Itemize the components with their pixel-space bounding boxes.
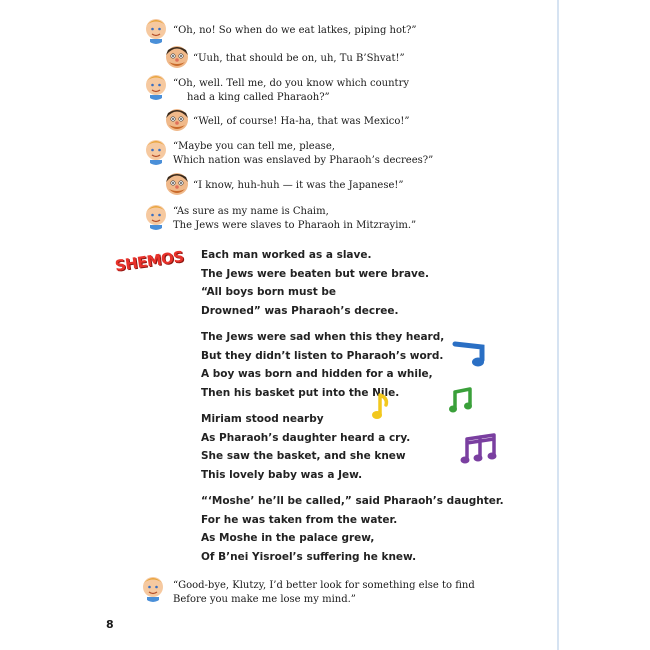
music-note-purple-icon bbox=[460, 431, 500, 471]
poem-line: Drowned” was Pharaoh’s decree. bbox=[201, 304, 399, 317]
dialog-line-3 bbox=[173, 77, 409, 105]
klutzy-avatar bbox=[164, 170, 190, 198]
poem-line: Miriam stood nearby bbox=[201, 413, 324, 425]
poem-line: The Jews were beaten but were brave. bbox=[201, 267, 429, 280]
poem-stanza-1 bbox=[201, 246, 504, 320]
poem-line: But they didn’t listen to Pharaoh’s word. bbox=[201, 349, 444, 362]
dialog-line-2: “Uuh, that should be on, uh, Tu B’Shvat!” bbox=[193, 53, 405, 64]
dialog-line-6: “I know, huh-huh — it was the Japanese!” bbox=[193, 180, 404, 191]
poem-line: As Moshe in the palace grew, bbox=[201, 532, 375, 544]
chaim-avatar bbox=[144, 72, 168, 100]
poem-line: For he was taken from the water. bbox=[201, 513, 398, 526]
dialog-line-3b: had a king called Pharaoh?” bbox=[187, 92, 330, 103]
poem-stanza-4 bbox=[201, 492, 504, 566]
dialog-line-5a: “Maybe you can tell me, please, bbox=[173, 141, 335, 152]
poem-stanza-3 bbox=[201, 410, 504, 484]
dialog-line-7 bbox=[173, 205, 416, 233]
klutzy-avatar bbox=[164, 106, 190, 134]
chaim-avatar bbox=[144, 202, 168, 230]
poem-line: “All boys born must be bbox=[201, 286, 337, 298]
poem-line: She saw the basket, and she knew bbox=[201, 450, 406, 462]
poem-line: “‘Moshe’ he’ll be called,” said Pharaoh’s daughter. bbox=[201, 495, 504, 507]
dialog-line-5 bbox=[173, 140, 433, 168]
music-note-green-icon bbox=[449, 386, 475, 420]
poem-line: A boy was born and hidden for a while, bbox=[201, 368, 433, 380]
poem-line: The Jews were sad when this they heard, bbox=[201, 331, 445, 343]
chaim-avatar bbox=[141, 574, 165, 602]
chaim-avatar bbox=[144, 137, 168, 165]
page-edge bbox=[557, 0, 559, 650]
dialog-line-7a: “As sure as my name is Chaim, bbox=[173, 206, 329, 217]
dialog-line-3a: “Oh, well. Tell me, do you know which country bbox=[173, 78, 410, 89]
poem-line: Then his basket put into the Nile. bbox=[201, 386, 400, 399]
music-note-yellow-icon bbox=[371, 392, 391, 426]
poem-line: Each man worked as a slave. bbox=[201, 249, 372, 261]
closing-line-a: “Good-bye, Klutzy, I’d better look for something else to find bbox=[173, 580, 475, 591]
klutzy-avatar bbox=[164, 43, 190, 71]
closing-dialog bbox=[173, 579, 475, 607]
poem-line: As Pharaoh’s daughter heard a cry. bbox=[201, 431, 411, 444]
dialog-line-7b: The Jews were slaves to Pharaoh in Mitzrayim.” bbox=[173, 220, 417, 231]
dialog-line-5b: Which nation was enslaved by Pharaoh’s decrees?” bbox=[173, 155, 434, 166]
dialog-line-4: “Well, of course! Ha-ha, that was Mexico!” bbox=[193, 116, 410, 127]
closing-line-b: Before you make me lose my mind.” bbox=[173, 594, 356, 605]
poem-line: Of B’nei Yisroel’s suffering he knew. bbox=[201, 550, 417, 563]
dialog-line-1: “Oh, no! So when do we eat latkes, piping hot?” bbox=[173, 25, 417, 36]
section-title: SHEMOS bbox=[113, 247, 185, 275]
page-number: 8 bbox=[106, 618, 114, 631]
poem-line: This lovely baby was a Jew. bbox=[201, 468, 363, 481]
music-note-blue-icon bbox=[452, 340, 488, 374]
chaim-avatar bbox=[144, 16, 168, 44]
